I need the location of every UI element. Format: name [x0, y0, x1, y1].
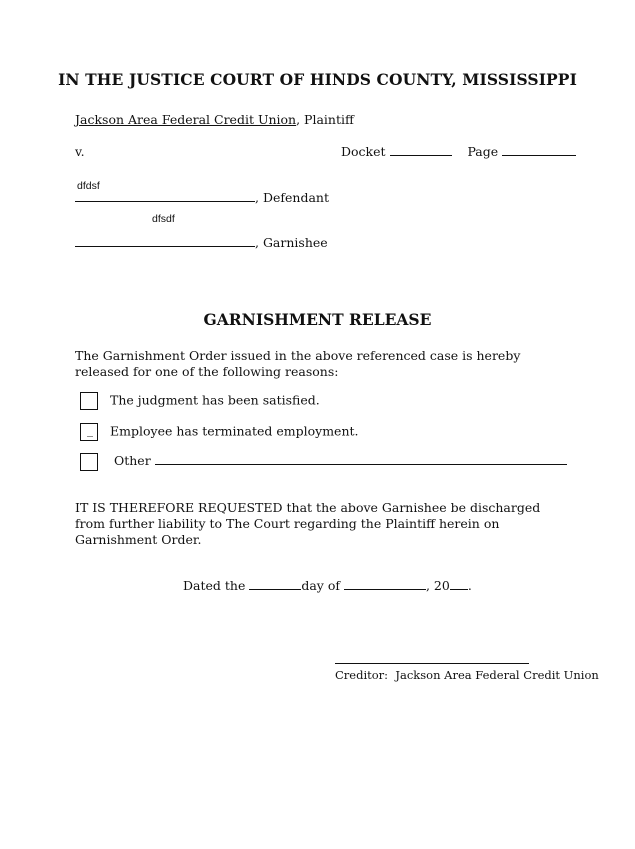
- docket-field[interactable]: [390, 154, 452, 156]
- garnishee-row: [75, 234, 328, 250]
- reason-row-other: [80, 452, 567, 471]
- plaintiff-line: [75, 112, 354, 127]
- page-field[interactable]: [502, 154, 576, 156]
- garnishee-input[interactable]: dfsdf: [152, 213, 175, 225]
- docket-label: Docket: [341, 144, 386, 159]
- dated-row: [183, 578, 472, 593]
- dated-day-field[interactable]: [249, 578, 301, 590]
- dated-month-field[interactable]: [344, 578, 426, 590]
- reason-row-satisfied: [80, 392, 320, 410]
- dated-day-of: day of: [301, 578, 340, 593]
- defendant-role: , Defendant: [255, 190, 329, 205]
- dated-prefix: Dated the: [183, 578, 246, 593]
- signature-line[interactable]: [335, 663, 529, 664]
- docket-row: [341, 144, 576, 159]
- versus-label: v.: [75, 144, 85, 159]
- intro-paragraph: The Garnishment Order issued in the above referenced case is hereby released for one of the following reasons:: [75, 348, 521, 379]
- plaintiff-role: , Plaintiff: [296, 112, 354, 127]
- requested-paragraph: IT IS THEREFORE REQUESTED that the above Garnishee be discharged from further liability to The Court regarding the Plaintiff herein on Garnishment Order.: [75, 500, 541, 547]
- page-label: Page: [467, 144, 499, 159]
- dated-year-prefix: , 20: [425, 578, 450, 593]
- defendant-field-line[interactable]: [75, 189, 255, 202]
- garnishee-field-line[interactable]: [75, 234, 255, 247]
- release-title: GARNISHMENT RELEASE: [203, 310, 432, 329]
- creditor-name: Jackson Area Federal Credit Union: [395, 668, 599, 682]
- court-title: IN THE JUSTICE COURT OF HINDS COUNTY, MISSISSIPPI: [58, 70, 577, 89]
- defendant-row: [75, 189, 329, 205]
- reason-row-terminated: [80, 423, 359, 441]
- garnishee-role: , Garnishee: [255, 235, 328, 250]
- creditor-signature-label: [335, 668, 599, 682]
- other-reason-field[interactable]: [155, 452, 567, 465]
- plaintiff-name: Jackson Area Federal Credit Union: [75, 112, 297, 127]
- reason-checkbox-satisfied[interactable]: [80, 392, 98, 410]
- dated-suffix: .: [467, 578, 472, 593]
- reason-label-other: Other: [113, 453, 151, 468]
- reason-checkbox-other[interactable]: [80, 453, 98, 471]
- dated-year-field[interactable]: [450, 578, 468, 590]
- defendant-input[interactable]: dfdsf: [77, 180, 100, 192]
- creditor-label: Creditor:: [335, 668, 389, 682]
- reason-label-satisfied: The judgment has been satisfied.: [110, 392, 320, 408]
- reason-label-terminated: Employee has terminated employment.: [110, 423, 359, 439]
- reason-mark-terminated: _: [87, 423, 93, 437]
- reason-checkbox-terminated[interactable]: [80, 423, 98, 441]
